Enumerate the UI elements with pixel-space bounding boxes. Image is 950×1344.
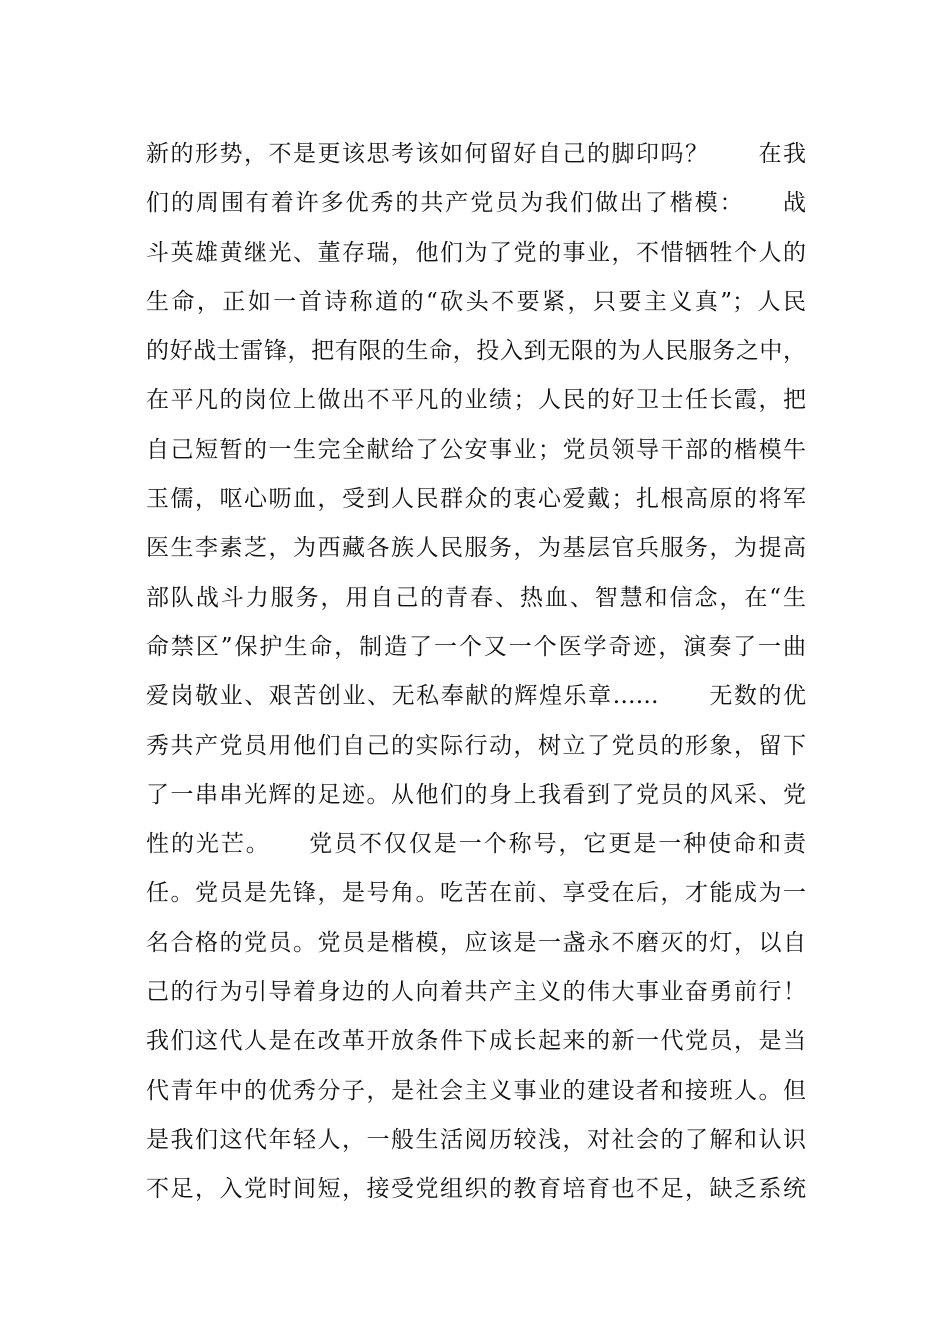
- text-line-19: 我们这代人是在改革开放条件下成长起来的新一代党员，是当: [146, 1028, 806, 1055]
- text-line-16: 任。党员是先锋，是号角。吃苦在前、享受在后，才能成为一: [146, 880, 806, 907]
- text-line-10: 部队战斗力服务，用自己的青春、热血、智慧和信念，在“生: [146, 584, 806, 611]
- text-line-11: 命禁区”保护生命，制造了一个又一个医学奇迹，演奏了一曲: [146, 633, 806, 660]
- text-line-15: 性的光芒。 党员不仅仅是一个称号，它更是一种使命和责: [146, 831, 806, 858]
- text-line-8: 玉儒，呕心呖血，受到人民群众的衷心爱戴；扎根高原的将军: [146, 486, 806, 513]
- text-line-14: 了一串串光辉的足迹。从他们的身上我看到了党员的风采、党: [146, 781, 806, 808]
- body-text: [146, 130, 806, 1215]
- text-line-9: 医生李素芝，为西藏各族人民服务，为基层官兵服务，为提高: [146, 535, 806, 562]
- text-line-7: 自己短暂的一生完全献给了公安事业；党员领导干部的楷模牛: [146, 436, 806, 463]
- text-line-18: 己的行为引导着身边的人向着共产主义的伟大事业奋勇前行！: [146, 979, 806, 1006]
- text-line-2: 们的周围有着许多优秀的共产党员为我们做出了楷模： 战: [146, 190, 806, 217]
- text-line-12: 爱岗敬业、艰苦创业、无私奉献的辉煌乐章…… 无数的优: [146, 683, 806, 710]
- text-line-20: 代青年中的优秀分子，是社会主义事业的建设者和接班人。但: [146, 1077, 806, 1104]
- text-line-5: 的好战士雷锋，把有限的生命，投入到无限的为人民服务之中，: [146, 338, 806, 365]
- text-line-17: 名合格的党员。党员是楷模，应该是一盏永不磨灭的灯，以自: [146, 929, 806, 956]
- text-line-21: 是我们这代年轻人，一般生活阅历较浅，对社会的了解和认识: [146, 1126, 806, 1153]
- text-line-22: 不足，入党时间短，接受党组织的教育培育也不足，缺乏系统: [146, 1176, 806, 1203]
- text-line-6: 在平凡的岗位上做出不平凡的业绩；人民的好卫士任长霞，把: [146, 387, 806, 414]
- text-line-13: 秀共产党员用他们自己的实际行动，树立了党员的形象，留下: [146, 732, 806, 759]
- text-line-4: 生命，正如一首诗称道的“砍头不要紧，只要主义真”；人民: [146, 288, 806, 315]
- text-line-3: 斗英雄黄继光、董存瑞，他们为了党的事业，不惜牺牲个人的: [146, 239, 806, 266]
- text-line-1: 新的形势，不是更该思考该如何留好自己的脚印吗？ 在我: [146, 141, 806, 167]
